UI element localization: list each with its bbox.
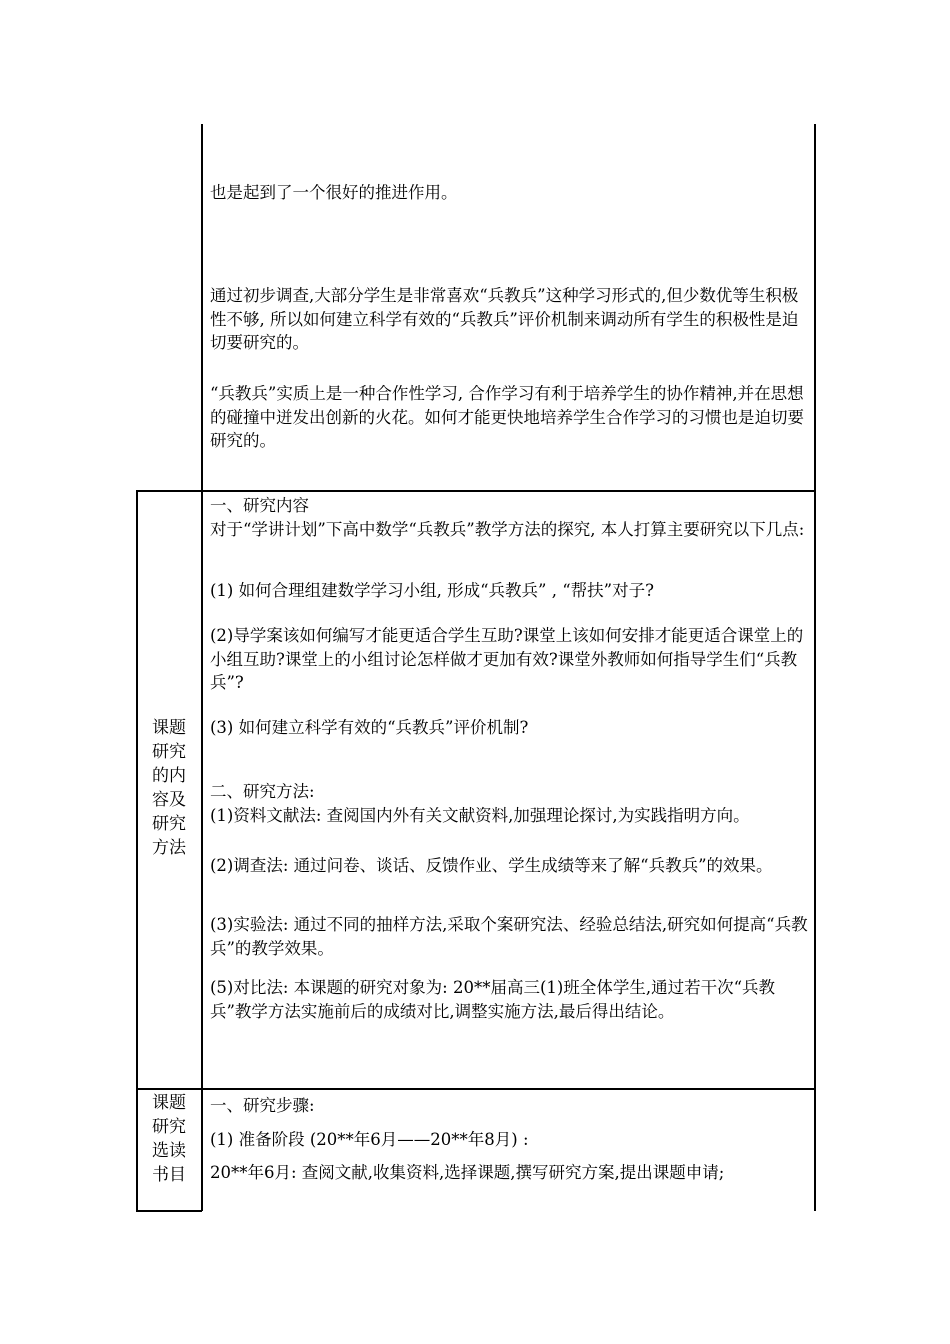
research-method-3: (3)实验法: 通过不同的抽样方法,采取个案研究法、经验总结法,研究如何提高“兵教兵”的教学效果。 — [210, 915, 808, 958]
research-item-1: (1) 如何合理组建数学学习小组, 形成“兵教兵” , “帮扶”对子? — [210, 581, 654, 600]
research-method-2: (2)调查法: 通过问卷、谈话、反馈作业、学生成绩等来了解“兵教兵”的效果。 — [210, 856, 773, 875]
research-content-heading: 一、研究内容 — [210, 496, 309, 515]
research-method-heading: 二、研究方法: — [210, 782, 315, 801]
row-divider-1 — [136, 490, 816, 492]
section1-paragraph-1: 通过初步调查,大部分学生是非常喜欢“兵教兵”这种学习形式的,但少数优等生积极性不够, 所以如何建立科学有效的“兵教兵”评价机制来调动所有学生的积极性是迫切要研究的。 — [210, 286, 799, 352]
section1-line-1: 也是起到了一个很好的推进作用。 — [210, 183, 458, 202]
research-step-1: (1) 准备阶段 (20**年6月——20**年8月) : — [210, 1130, 529, 1149]
column-divider — [201, 124, 203, 1211]
research-item-3: (3) 如何建立科学有效的“兵教兵”评价机制? — [210, 718, 529, 737]
table-left-border — [136, 490, 138, 1211]
section1-paragraph-2: “兵教兵”实质上是一种合作性学习, 合作学习有利于培养学生的协作精神,并在思想的碰撞中迸发出创新的火花。如何才能更快地培养学生合作学习的习惯也是迫切要研究的。 — [210, 384, 804, 450]
table-right-border — [814, 124, 816, 1211]
research-item-2: (2)导学案该如何编写才能更适合学生互助?课堂上该如何安排才能更适合课堂上的小组互助?课堂上的小组讨论怎样做才更加有效?课堂外教师如何指导学生们“兵教兵”? — [210, 626, 804, 692]
document-table — [136, 124, 816, 1211]
research-content-intro: 对于“学讲计划”下高中数学“兵教兵”教学方法的探究, 本人打算主要研究以下几点: — [210, 520, 805, 539]
research-step-1-detail: 20**年6月: 查阅文献,收集资料,选择课题,撰写研究方案,提出课题申请; — [210, 1163, 725, 1182]
section2-label: 课题 研究 的内 容及 研究 方法 — [152, 718, 186, 858]
research-method-1: (1)资料文献法: 查阅国内外有关文献资料,加强理论探讨,为实践指明方向。 — [210, 806, 750, 825]
row-divider-2 — [136, 1088, 816, 1090]
research-steps-heading: 一、研究步骤: — [210, 1096, 315, 1115]
research-method-5: (5)对比法: 本课题的研究对象为: 20**届高三(1)班全体学生,通过若干次“兵教兵”教学方法实施前后的成绩对比,调整实施方法,最后得出结论。 — [210, 978, 776, 1021]
table-bottom-border — [136, 1210, 202, 1212]
section3-label: 课题 研究 选读 书目 — [152, 1093, 186, 1185]
